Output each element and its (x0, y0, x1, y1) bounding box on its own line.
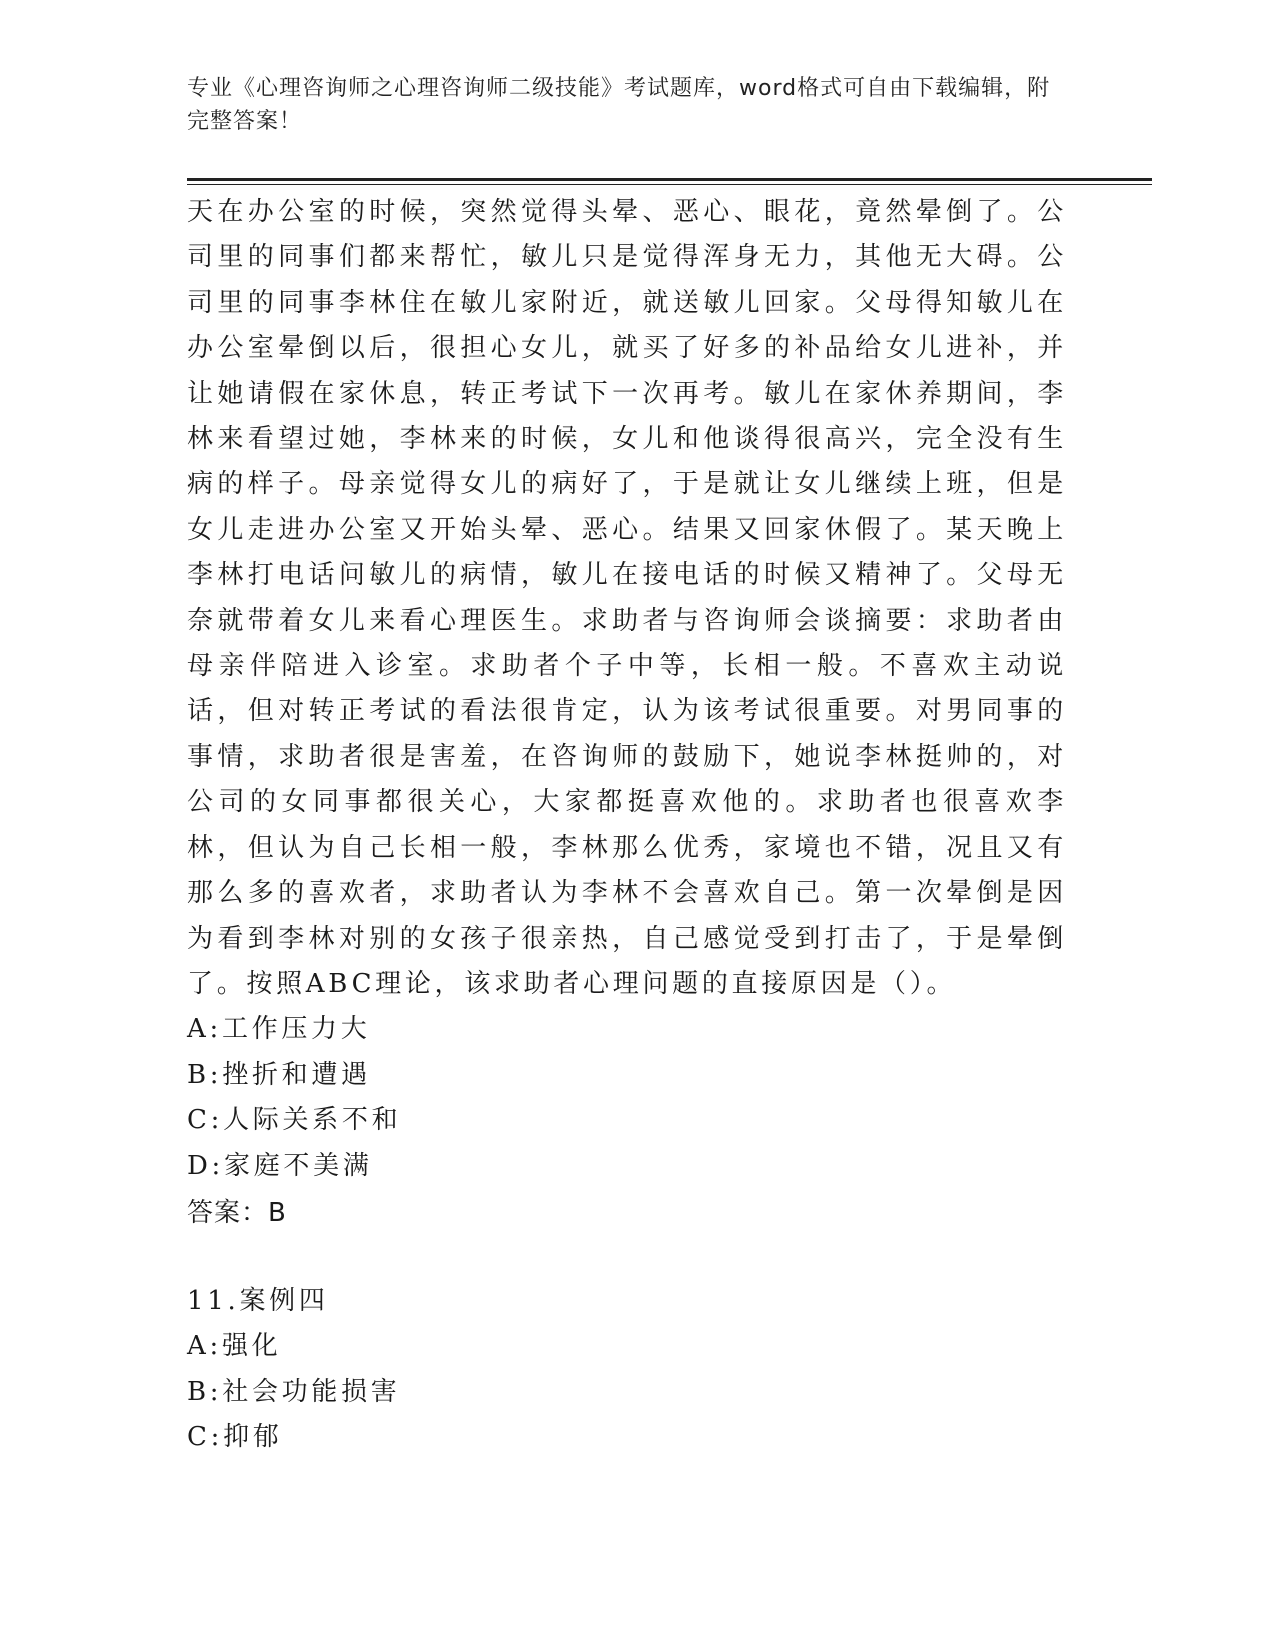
document-body (187, 190, 1067, 1461)
document-header (187, 72, 1067, 138)
header-rule-thin (187, 184, 1152, 185)
option-b (187, 1370, 1067, 1415)
option-a (187, 1324, 1067, 1369)
option-letter: A: (187, 1331, 222, 1362)
question-11-title: 11.案例四 (187, 1285, 329, 1316)
option-letter: D: (187, 1150, 225, 1181)
option-c (187, 1098, 1067, 1143)
option-a (187, 1007, 1067, 1052)
option-letter: B: (187, 1376, 223, 1407)
question-passage: 天在办公室的时候，突然觉得头晕、恶心、眼花，竟然晕倒了。公司里的同事们都来帮忙，敏儿只是觉得浑身无力，其他无大碍。公司里的同事李林住在敏儿家附近，就送敏儿回家。父母得知敏儿在办公室晕倒以后，很担心女儿，就买了好多的补品给女儿进补，并让她请假在家休息，转正考试下一次再考。敏儿在家休养期间，李林来看望过她，李林来的时候，女儿和他谈得很高兴，完全没有生病的样子。母亲觉得女儿的病好了，于是就让女儿继续上班，但是女儿走进办公室又开始头晕、恶心。结果又回家休假了。某天晚上李林打电话问敏儿的病情，敏儿在接电话的时候又精神了。父母无奈就带着女儿来看心理医生。求助者与咨询师会谈摘要：求助者由母亲伴陪进入诊室。求助者个子中等，长相一般。不喜欢主动说话，但对转正考试的看法很肯定，认为该考试很重要。对男同事的事情，求助者很是害羞，在咨询师的鼓励下，她说李林挺帅的，对公司的女同事都很关心，大家都挺喜欢他的。求助者也很喜欢李林，但认为自己长相一般，李林那么优秀，家境也不错，况且又有那么多的喜欢者，求助者认为李林不会喜欢自己。第一次晕倒是因为看到李林对别的女孩子很亲热，自己感觉受到打击了，于是晕倒了。按照ABC理论，该求助者心理问题的直接原因是（）。 (187, 197, 1067, 999)
header-title: 专业《心理咨询师之心理咨询师二级技能》考试题库，word格式可自由下载编辑，附完整答案！ (187, 76, 1051, 134)
option-letter: C: (187, 1422, 224, 1453)
option-text: 工作压力大 (221, 1014, 371, 1045)
option-text: 强化 (221, 1331, 282, 1362)
question-10-options (187, 1007, 1067, 1189)
option-c (187, 1415, 1067, 1460)
question-11-options (187, 1324, 1067, 1460)
option-text: 抑郁 (223, 1422, 283, 1453)
option-d (187, 1144, 1067, 1189)
header-rule-thick (187, 178, 1152, 181)
option-letter: A: (187, 1014, 222, 1045)
option-letter: B: (187, 1059, 223, 1090)
option-text: 社会功能损害 (222, 1376, 401, 1407)
option-text: 家庭不美满 (224, 1150, 373, 1181)
option-b (187, 1053, 1067, 1098)
option-letter: C: (187, 1105, 224, 1136)
option-text: 挫折和遭遇 (222, 1059, 371, 1090)
option-text: 人际关系不和 (223, 1105, 402, 1136)
answer-line: 答案：B (187, 1197, 287, 1228)
